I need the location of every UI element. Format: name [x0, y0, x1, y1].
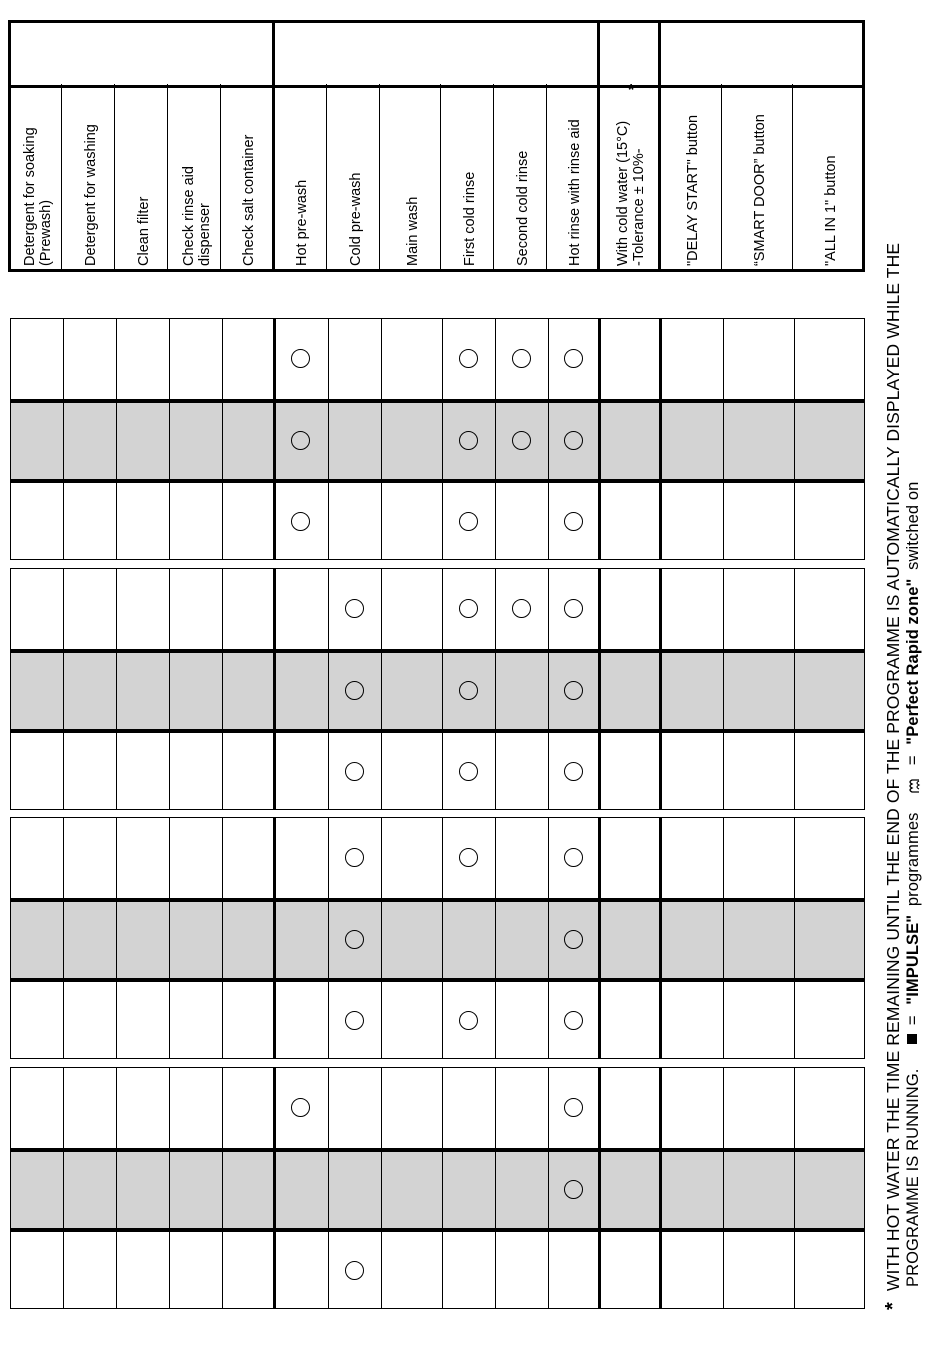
column-divider	[63, 569, 64, 809]
phase-mark	[291, 1098, 310, 1117]
phase-mark	[459, 848, 478, 867]
column-divider	[598, 569, 601, 809]
column-divider	[794, 818, 795, 1058]
phase-mark	[564, 431, 583, 450]
programme-row	[11, 483, 864, 561]
header-label-cell	[494, 84, 547, 270]
column-divider	[442, 319, 443, 559]
phase-mark	[459, 431, 478, 450]
programme-row	[11, 733, 864, 811]
header-label-cell	[598, 84, 659, 270]
column-divider	[273, 319, 276, 559]
footnote-asterisk: *	[882, 1302, 904, 1310]
column-divider	[116, 818, 117, 1058]
phase-mark	[459, 762, 478, 781]
header-label-text: Detergent for soaking (Prewash)	[22, 127, 54, 266]
column-divider	[381, 1068, 382, 1308]
phase-mark	[345, 681, 364, 700]
header-label-text: With cold water (15°C) -Tolerance ± 10%-	[614, 120, 647, 266]
phase-mark	[459, 1011, 478, 1030]
column-divider	[116, 319, 117, 559]
rapid-zone-icon	[905, 776, 923, 794]
header-label-cell	[659, 84, 722, 270]
programme-row	[11, 399, 864, 483]
programme-block	[10, 318, 865, 560]
header-label-text: Detergent for washing	[82, 124, 99, 266]
footnote-line-1	[882, 243, 905, 1310]
column-divider	[548, 319, 549, 559]
column-divider	[169, 569, 170, 809]
column-divider	[548, 818, 549, 1058]
header-label-cell	[722, 84, 793, 270]
column-divider	[442, 569, 443, 809]
programme-row	[11, 1068, 864, 1148]
phase-mark	[345, 1261, 364, 1280]
phase-mark	[564, 599, 583, 618]
column-divider	[442, 818, 443, 1058]
header-label-text: Check salt container	[241, 134, 257, 266]
column-divider	[659, 1068, 662, 1308]
header-label-cell	[168, 84, 221, 270]
phase-mark	[459, 599, 478, 618]
phase-mark	[459, 349, 478, 368]
programme-row	[11, 982, 864, 1060]
header-label-cell	[547, 84, 598, 270]
programme-row	[11, 649, 864, 733]
impulse-eq: =	[904, 1015, 922, 1026]
column-divider	[794, 319, 795, 559]
footnote-text-1: WITH HOT WATER THE TIME REMAINING UNTIL THE END OF THE PROGRAMME IS AUTOMATICALLY DISPLAYED WHILE THE	[883, 242, 903, 1292]
phase-mark	[564, 681, 583, 700]
header-label-cell	[273, 84, 327, 270]
phase-mark	[512, 349, 531, 368]
phase-mark	[345, 848, 364, 867]
column-divider	[794, 569, 795, 809]
phase-mark	[512, 599, 531, 618]
phase-mark	[291, 431, 310, 450]
column-divider	[659, 818, 662, 1058]
phase-mark	[564, 762, 583, 781]
column-divider	[598, 1068, 601, 1308]
phase-mark	[459, 512, 478, 531]
header-label-text: Hot rinse with rinse aid	[566, 119, 583, 266]
header-label-text: Check rinse aid dispenser	[180, 166, 213, 266]
rapid-tail: switched on	[904, 481, 922, 570]
column-divider	[222, 1068, 223, 1308]
header-label-text: Second cold rinse	[514, 150, 531, 266]
header-label-cell	[62, 84, 115, 270]
column-divider	[328, 569, 329, 809]
header-label-text: Hot pre-wash	[294, 179, 310, 266]
rapid-label: "Perfect Rapid zone"	[904, 578, 922, 745]
header-divider	[272, 20, 275, 272]
programme-row	[11, 1148, 864, 1232]
column-divider	[598, 319, 601, 559]
cold-water-asterisk: *	[628, 84, 635, 99]
phase-mark	[564, 512, 583, 531]
programme-row	[11, 1232, 864, 1310]
phase-mark	[512, 431, 531, 450]
column-divider	[659, 569, 662, 809]
phase-mark	[564, 848, 583, 867]
programme-block	[10, 817, 865, 1059]
footnote-text-2: PROGRAMME IS RUNNING.	[904, 1068, 922, 1287]
header-label-text: Cold pre-wash	[347, 172, 364, 266]
phase-mark	[564, 349, 583, 368]
header-label-cell	[115, 84, 168, 270]
impulse-tail: programmes	[904, 812, 922, 907]
header-label-text: Main wash	[404, 196, 421, 266]
column-divider	[548, 1068, 549, 1308]
header-label-cell	[327, 84, 380, 270]
phase-mark	[564, 930, 583, 949]
column-divider	[222, 818, 223, 1058]
header-label-text: "ALL IN 1" button	[822, 155, 839, 266]
phase-mark	[564, 1098, 583, 1117]
header-label-cell	[380, 84, 441, 270]
column-divider	[598, 818, 601, 1058]
phase-mark	[564, 1180, 583, 1199]
column-divider	[381, 818, 382, 1058]
column-divider	[723, 569, 724, 809]
header-divider	[658, 20, 661, 272]
phase-mark	[345, 762, 364, 781]
column-divider	[495, 1068, 496, 1308]
programme-block	[10, 1067, 865, 1309]
header-top-band	[11, 23, 862, 88]
column-divider	[442, 1068, 443, 1308]
column-divider	[381, 569, 382, 809]
column-divider	[659, 319, 662, 559]
column-divider	[169, 818, 170, 1058]
phase-mark	[345, 599, 364, 618]
column-divider	[222, 569, 223, 809]
impulse-label: "IMPULSE"	[904, 914, 922, 1005]
column-divider	[794, 1068, 795, 1308]
programme-row	[11, 319, 864, 399]
column-divider	[381, 319, 382, 559]
phase-mark	[291, 349, 310, 368]
impulse-square-icon	[907, 1034, 917, 1044]
phase-mark	[291, 512, 310, 531]
column-divider	[63, 818, 64, 1058]
phase-mark	[564, 1011, 583, 1030]
column-divider	[273, 569, 276, 809]
column-divider	[63, 1068, 64, 1308]
header-label-text: "DELAY START" button	[684, 114, 701, 266]
header-label-cell	[10, 84, 62, 270]
programme-row	[11, 818, 864, 898]
column-divider	[222, 319, 223, 559]
header-label-text: First cold rinse	[461, 171, 478, 266]
column-divider	[63, 319, 64, 559]
column-divider	[495, 569, 496, 809]
column-divider	[273, 1068, 276, 1308]
header-label-text: “SMART DOOR” button	[751, 114, 768, 266]
phase-mark	[459, 681, 478, 700]
column-divider	[495, 818, 496, 1058]
column-divider	[723, 319, 724, 559]
programme-row	[11, 569, 864, 649]
footnote-line-2	[904, 482, 923, 1287]
column-divider	[328, 1068, 329, 1308]
column-divider	[723, 818, 724, 1058]
column-divider	[548, 569, 549, 809]
header-label-cell	[221, 84, 273, 270]
phase-mark	[345, 1011, 364, 1030]
column-divider	[169, 1068, 170, 1308]
programme-row	[11, 898, 864, 982]
header-label-cell	[441, 84, 494, 270]
column-divider	[169, 319, 170, 559]
column-divider	[116, 569, 117, 809]
column-divider	[328, 818, 329, 1058]
programme-block	[10, 568, 865, 810]
header-label-cell	[793, 84, 864, 270]
column-divider	[116, 1068, 117, 1308]
column-divider	[723, 1068, 724, 1308]
header-label-text: Clean filter	[135, 196, 152, 266]
column-divider	[273, 818, 276, 1058]
header-divider	[597, 20, 600, 272]
phase-mark	[345, 930, 364, 949]
column-divider	[495, 319, 496, 559]
rapid-eq: =	[904, 755, 922, 766]
column-divider	[328, 319, 329, 559]
